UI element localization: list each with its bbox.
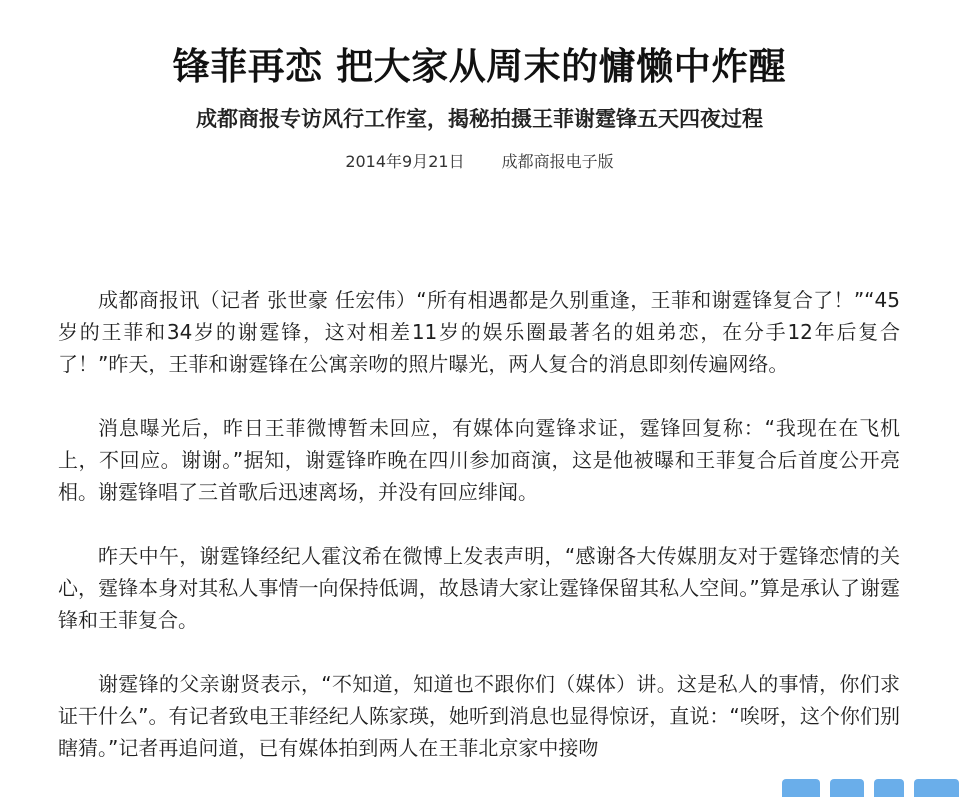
watermark-logo — [774, 769, 959, 797]
article-subtitle: 成都商报专访风行工作室，揭秘拍摄王菲谢霆锋五天四夜过程 — [196, 107, 763, 131]
body-paragraph: 谢霆锋的父亲谢贤表示，“不知道，知道也不跟你们（媒体）讲。这是私人的事情，你们求证干什么”。有记者致电王菲经纪人陈家瑛，她听到消息也显得惊讶，直说：“唉呀，这个你们别瞎猜。”记者再追问道，已有媒体拍到两人在王菲北京家中接吻 — [58, 672, 900, 760]
publication-source: 成都商报电子版 — [501, 152, 614, 171]
body-paragraph: 成都商报讯（记者 张世豪 任宏伟）“所有相遇都是久别重逢，王菲和谢霆锋复合了！”“45岁的王菲和34岁的谢霆锋，这对相差11岁的娱乐圈最著名的姐弟恋，在分手12年后复合了！”昨天，王菲和谢霆锋在公寓亲吻的照片曝光，两人复合的消息即刻传遍网络。 — [58, 288, 900, 376]
article-title: 锋菲再恋 把大家从周末的慵懒中炸醒 — [172, 45, 787, 88]
publish-date: 2014年9月21日 — [345, 152, 465, 171]
article-meta — [0, 150, 959, 174]
body-paragraph: 消息曝光后，昨日王菲微博暂未回应，有媒体向霆锋求证，霆锋回复称：“我现在在飞机上，不回应。谢谢。”据知，谢霆锋昨晚在四川参加商演，这是他被曝和王菲复合后首度公开亮相。谢霆锋唱了三首歌后迅速离场，并没有回应绯闻。 — [58, 416, 900, 504]
body-paragraph: 昨天中午，谢霆锋经纪人霍汶希在微博上发表声明，“感谢各大传媒朋友对于霆锋恋情的关心，霆锋本身对其私人事情一向保持低调，故恳请大家让霆锋保留其私人空间。”算是承认了谢霆锋和王菲复合。 — [58, 544, 900, 632]
article-body — [58, 284, 900, 796]
